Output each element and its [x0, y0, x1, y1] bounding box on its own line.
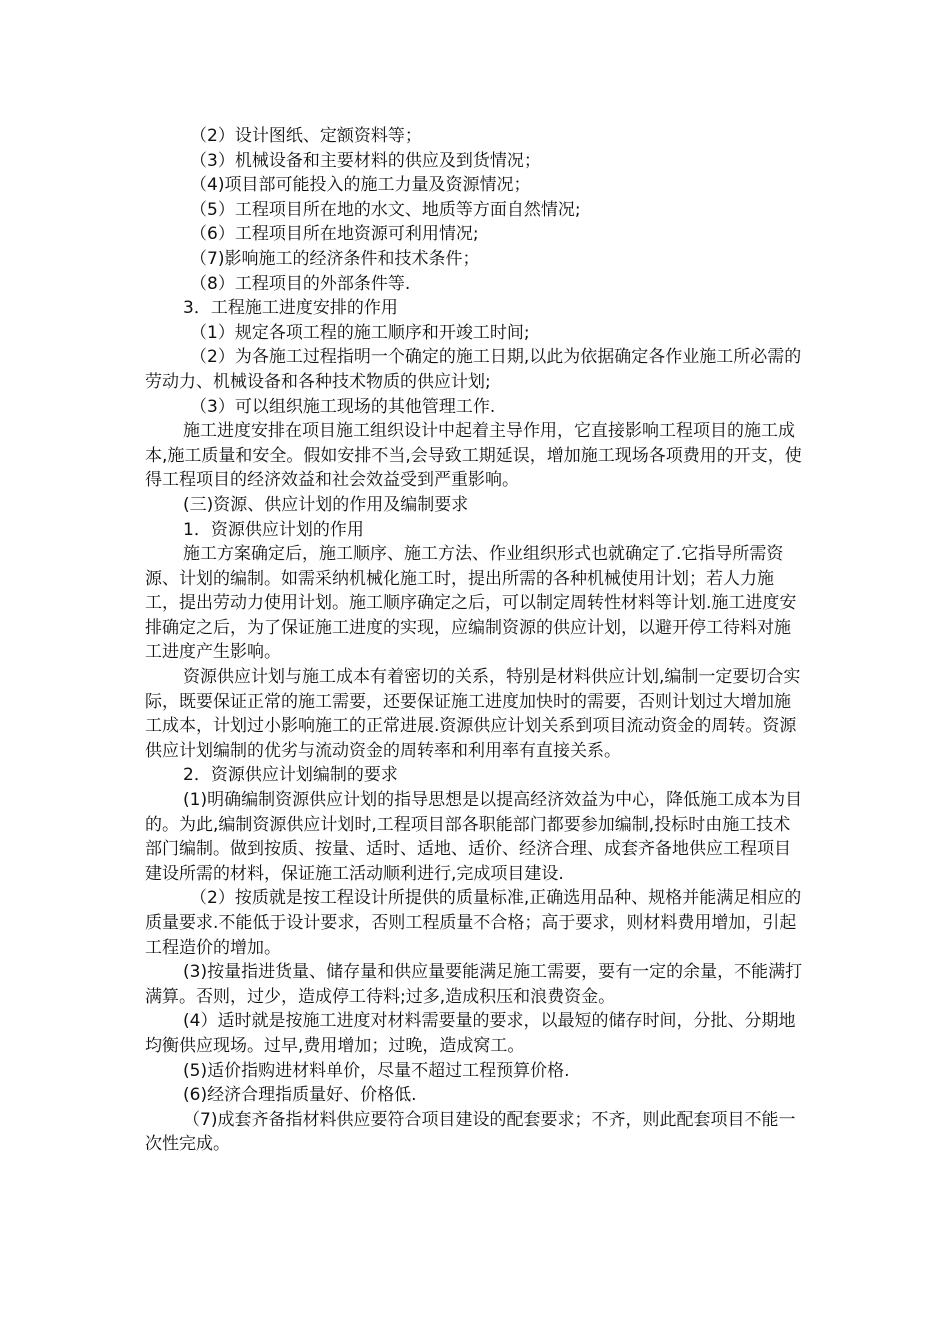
requirement-6: (6)经济合理指质量好、价格低.	[183, 1085, 417, 1106]
list-item-6: （6）工程项目所在地资源可利用情况;	[190, 224, 479, 245]
requirement-7: （7)成套齐备指材料供应要符合项目建设的配套要求；不齐，则此配套项目不能一次性完成。	[145, 1109, 796, 1155]
requirement-1: (1)明确编制资源供应计划的指导思想是以提高经济效益为中心，降低施工成本为目的。为此,编制资源供应计划时,工程项目部各职能部门都要参加编制,投标时由施工技术部门编制。做到按质、按量、适时、适地、适价、经济合理、成套齐备地供应工程项目建设所需的材料，保证施工活动顺利进行,完成项目建设.	[145, 790, 803, 884]
requirement-4: (4）适时就是按施工进度对材料需要量的要求，以最短的储存时间，分批、分期地均衡供应现场。过早,费用增加；过晚，造成窝工。	[145, 1011, 796, 1056]
document-body	[145, 124, 805, 1157]
subheading-role: 1．资源供应计划的作用	[183, 519, 364, 540]
role-paragraph-2: 资源供应计划与施工成本有着密切的关系，特别是材料供应计划,编制一定要切合实际，既要保证正常的施工需要，还要保证施工进度加快时的需要，否则计划过大增加施工成本，计划过小影响施工的正常进展.资源供应计划关系到项目流动资金的周转。资源供应计划编制的优劣与流动资金的周转率和利用率有直接关系。	[145, 667, 801, 761]
schedule-item-3: （3）可以组织施工现场的其他管理工作.	[190, 396, 496, 417]
section-heading-resources: (三)资源、供应计划的作用及编制要求	[183, 494, 469, 515]
list-item-4: （4)项目部可能投入的施工力量及资源情况；	[190, 175, 531, 196]
subheading-requirements: 2．资源供应计划编制的要求	[183, 765, 398, 786]
list-item-8: （8）工程项目的外部条件等.	[190, 273, 411, 294]
requirement-5: (5)适价指购进材料单价，尽量不超过工程预算价格.	[183, 1060, 570, 1081]
requirement-3: (3)按量指进货量、储存量和供应量要能满足施工需要，要有一定的余量，不能满打满算。否则，过少，造成停工待料;过多,造成积压和浪费资金。	[145, 962, 803, 1007]
schedule-paragraph: 施工进度安排在项目施工组织设计中起着主导作用，它直接影响工程项目的施工成本,施工质量和安全。假如安排不当,会导致工期延误，增加施工现场各项费用的开支，使得工程项目的经济效益和社会效益受到严重影响。	[145, 421, 802, 491]
list-item-7: （7)影响施工的经济条件和技术条件；	[190, 248, 480, 269]
list-item-2: （2）设计图纸、定额资料等；	[190, 126, 422, 146]
schedule-item-2: （2）为各施工过程指明一个确定的施工日期,以此为依据确定各作业施工所必需的劳动力、机械设备和各种技术物质的供应计划;	[145, 347, 802, 392]
requirement-2: （2）按质就是按工程设计所提供的质量标准,正确选用品种、规格并能满足相应的质量要求.不能低于设计要求，否则工程质量不合格；高于要求，则材料费用增加，引起工程造价的增加。	[145, 888, 802, 958]
list-item-5: （5）工程项目所在地的水文、地质等方面自然情况;	[190, 199, 581, 220]
list-item-3: （3）机械设备和主要材料的供应及到货情况；	[190, 150, 541, 171]
section-heading-3: 3．工程施工进度安排的作用	[183, 298, 398, 319]
schedule-item-1: （1）规定各项工程的施工顺序和开竣工时间;	[190, 322, 530, 343]
role-paragraph-1: 施工方案确定后，施工顺序、施工方法、作业组织形式也就确定了.它指导所需资源、计划的编制。如需采纳机械化施工时，提出所需的各种机械使用计划；若人力施工，提出劳动力使用计划。施工顺序确定之后，可以制定周转性材料等计划.施工进度安排确定之后，为了保证施工进度的实现，应编制资源的供应计划，以避开停工待料对施工进度产生影响。	[145, 544, 797, 663]
